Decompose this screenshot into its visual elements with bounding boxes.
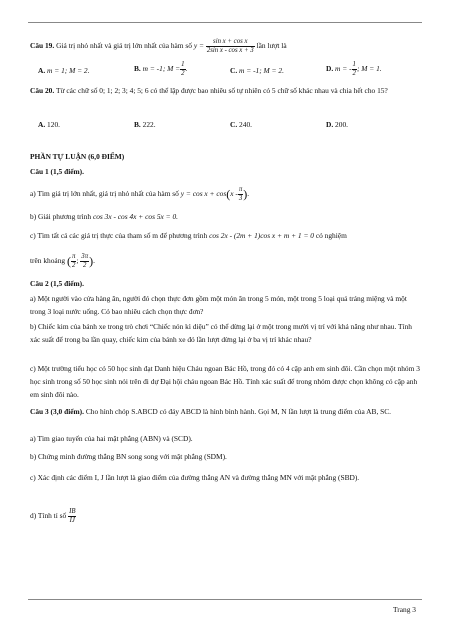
question-20-label: Câu 20.: [30, 86, 55, 95]
footer-rule: [28, 599, 422, 600]
essay-2-part-a: a) Một người vào cửa hàng ăn, người đó chọn thực đơn gồm một món ăn trong 5 món, một trong 5 loại quả tráng miệng và một trong 3 loại nước uống. Có bao nhiêu cách chọn thực đơn?: [30, 294, 407, 316]
essay-1-part-a: a) Tìm giá trị lớn nhất, giá trị nhỏ nhất của hàm số y = cos x + cos(x - $\frac{\pi}{3}$ ).: [30, 186, 250, 202]
header-rule: [28, 22, 422, 23]
q20-option-a[interactable]: A. 120.: [38, 120, 60, 129]
page-number: Trang 3: [393, 605, 416, 614]
q19-option-d[interactable]: D. m = - $\frac{1}{2}$ ; M = 1.: [326, 61, 382, 77]
essay-3-part-d: d) Tính tỉ số $\frac{IB}{IJ}$: [30, 508, 76, 524]
question-19-func-lhs: y =: [193, 41, 204, 51]
essay-3-part-c: c) Xác định các điểm I, J lần lượt là giao điểm của đường thẳng AN và đường thẳng MN với mặt phẳng (SBD).: [30, 473, 360, 482]
essay-3-intro: Câu 3 (3,0 điểm). Cho hình chóp S.ABCD có đáy ABCD là hình bình hành. Gọi M, N lần lượt là trung điểm của AB, SC.: [30, 407, 392, 416]
q19-option-a[interactable]: A. m = 1; M = 2.: [38, 66, 90, 75]
question-19-text-after: lần lượt là: [256, 41, 287, 51]
question-19-text: Giá trị nhỏ nhất và giá trị lớn nhất của hàm số: [56, 41, 192, 51]
essay-1-label: Câu 1 (1,5 điểm).: [30, 167, 84, 176]
essay-1-part-b: b) Giải phương trình cos 3x - cos 4x + cos 5x = 0.: [30, 212, 179, 221]
q20-option-b[interactable]: B. 222.: [134, 120, 156, 129]
q20-option-c[interactable]: C. 240.: [230, 120, 252, 129]
question-20-text: Từ các chữ số 0; 1; 2; 3; 4; 5; 6 có thể lập được bao nhiêu số tự nhiên có 5 chữ số khác nhau và chia hết cho 15?: [55, 86, 388, 95]
q20-option-d[interactable]: D. 200.: [326, 120, 348, 129]
q19-option-b[interactable]: B. m = -1; M = $\frac{1}{2}$ .: [134, 61, 188, 77]
essay-1-part-c-interval: trên khoảng ( $\frac{\pi}{2}$ ; $\frac{3\pi}{2}$ ).: [30, 253, 95, 269]
question-19-label: Câu 19.: [30, 41, 55, 51]
section-title: PHẦN TỰ LUẬN (6,0 ĐIỂM): [30, 152, 125, 161]
essay-1-part-c: c) Tìm tất cả các giá trị thực của tham số m để phương trình cos 2x - (2m + 1)cos x + m + 1 = 0 có nghiệm: [30, 231, 347, 240]
essay-2-label: Câu 2 (1,5 điểm).: [30, 279, 84, 288]
essay-3-part-a: a) Tìm giao tuyến của hai mặt phẳng (ABN) và (SCD).: [30, 434, 193, 443]
essay-3-part-b: b) Chứng minh đường thẳng BN song song với mặt phẳng (SDM).: [30, 452, 227, 461]
question-20: [30, 86, 422, 97]
question-19-fraction: $\frac{\text{sin x + cos x}}{\text{2sin x - cos x + 3}}$: [206, 38, 254, 54]
question-19: [30, 38, 422, 55]
essay-2-part-c: c) Một trường tiểu học có 50 học sinh đạt Danh hiệu Cháu ngoan Bác Hồ, trong đó có 4 cặp anh em sinh đôi. Cần chọn một nhóm 3 học sinh trong số 50 học sinh nói trên đi dự Đại hội cháu ngoan Bác Hồ. Tính xác suất để trong nhóm được chọn không có cặp anh em sinh đôi nào.: [30, 364, 420, 399]
q19-option-c[interactable]: C. m = -1; M = 2.: [230, 66, 284, 75]
essay-2-part-b: b) Chiếc kim của bánh xe trong trò chơi “Chiếc nón kì diệu” có thể dừng lại ở một trong mười vị trí với khả năng như nhau. Tính xác suất để trong ba lần quay, chiếc kim của bánh xe đó lần lượt dừng lại ở ba vị trí khác nhau?: [30, 322, 412, 344]
